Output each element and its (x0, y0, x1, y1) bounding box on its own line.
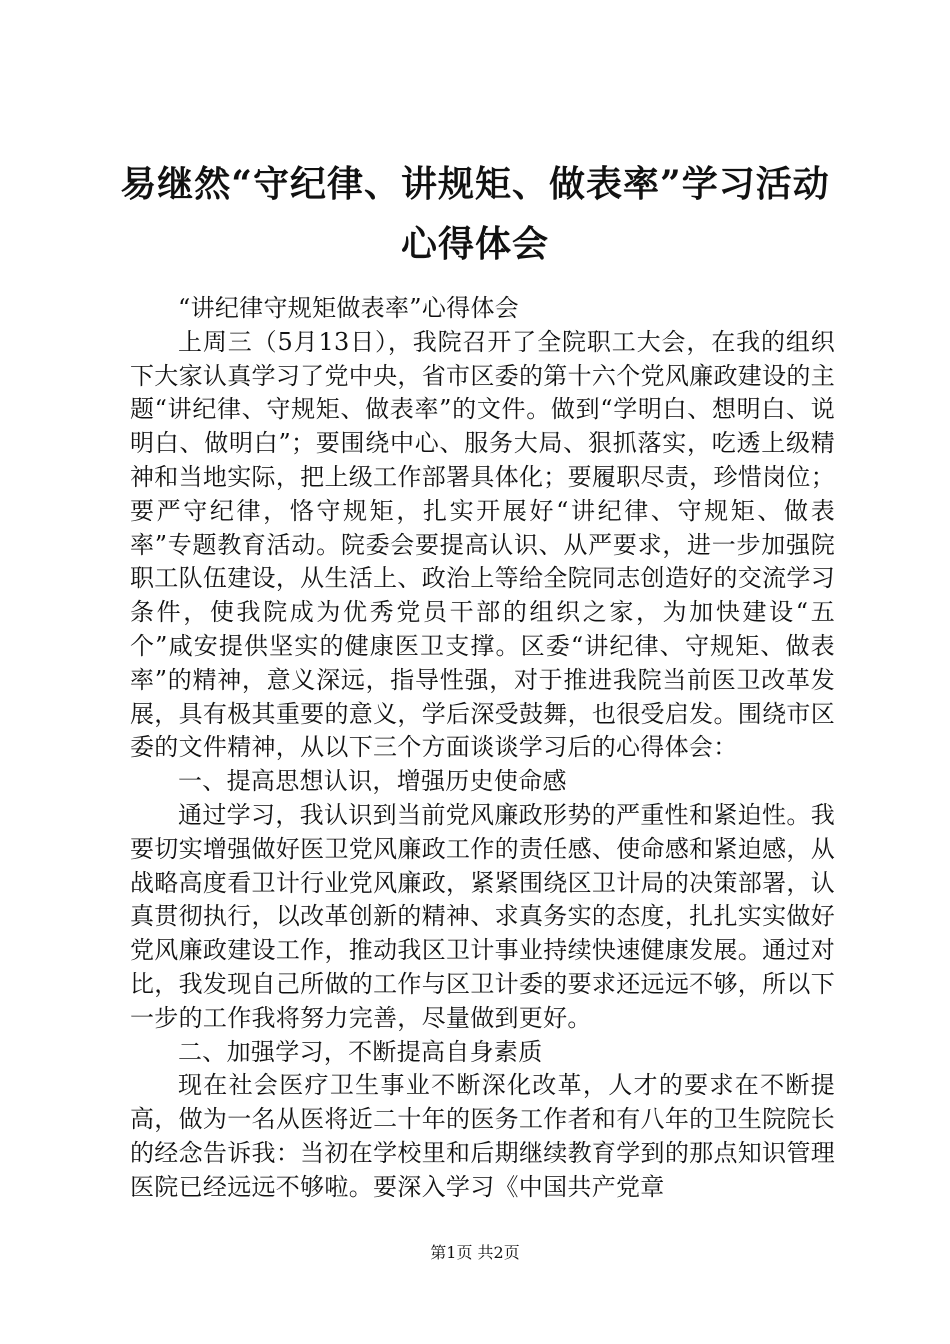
page-number-footer: 第1页 共2页 (430, 1243, 520, 1262)
body-paragraph: 通过学习，我认识到当前党风廉政形势的严重性和紧迫性。我要切实增强做好医卫党风廉政工作的责任感、使命感和紧迫感，从战略高度看卫计行业党风廉政，紧紧围绕区卫计局的决策部署，认真贯彻执行，以改革创新的精神、求真务实的态度，扎扎实实做好党风廉政建设工作，推动我区卫计事业持续快速健康发展。通过对比，我发现自己所做的工作与区卫计委的要求还远远不够，所以下一步的工作我将努力完善，尽量做到更好。 (130, 800, 835, 1032)
document-title-line-1: 易继然“守纪律、讲规矩、做表率”学习活动 (120, 163, 830, 205)
body-paragraph: 上周三（5月13日），我院召开了全院职工大会，在我的组织下大家认真学习了党中央，省市区委的第十六个党风廉政建设的主题“讲纪律、守规矩、做表率”的文件。做到“学明白、想明白、说明白、做明白”；要围绕中心、服务大局、狠抓落实，吃透上级精神和当地实际，把上级工作部署具体化；要履职尽责，珍惜岗位；要严守纪律，恪守规矩，扎实开展好“讲纪律、守规矩、做表率”专题教育活动。院委会要提高认识、从严要求，进一步加强院职工队伍建设，从生活上、政治上等给全院同志创造好的交流学习条件，使我院成为优秀党员干部的组织之家，为加快建设“五个”咸安提供坚实的健康医卫支撑。区委“讲纪律、守规矩、做表率”的精神，意义深远，指导性强，对于推进我院当前医卫改革发展，具有极其重要的意义，学后深受鼓舞，也很受启发。围绕市区委的文件精神，从以下三个方面谈谈学习后的心得体会： (130, 327, 835, 762)
section-heading-2: 二、加强学习，不断提高自身素质 (178, 1037, 543, 1066)
subtitle-paragraph: “讲纪律守规矩做表率”心得体会 (178, 294, 520, 322)
document-body (130, 292, 835, 1205)
section-heading-1: 一、提高思想认识，增强历史使命感 (178, 767, 567, 796)
document-title-line-2: 心得体会 (400, 223, 549, 265)
body-paragraph: 现在社会医疗卫生事业不断深化改革，人才的要求在不断提高，做为一名从医将近二十年的医务工作者和有八年的卫生院院长的经念告诉我：当初在学校里和后期继续教育学到的那点知识管理医院已经远远不够啦。要深入学习《中国共产党章 (130, 1071, 835, 1201)
